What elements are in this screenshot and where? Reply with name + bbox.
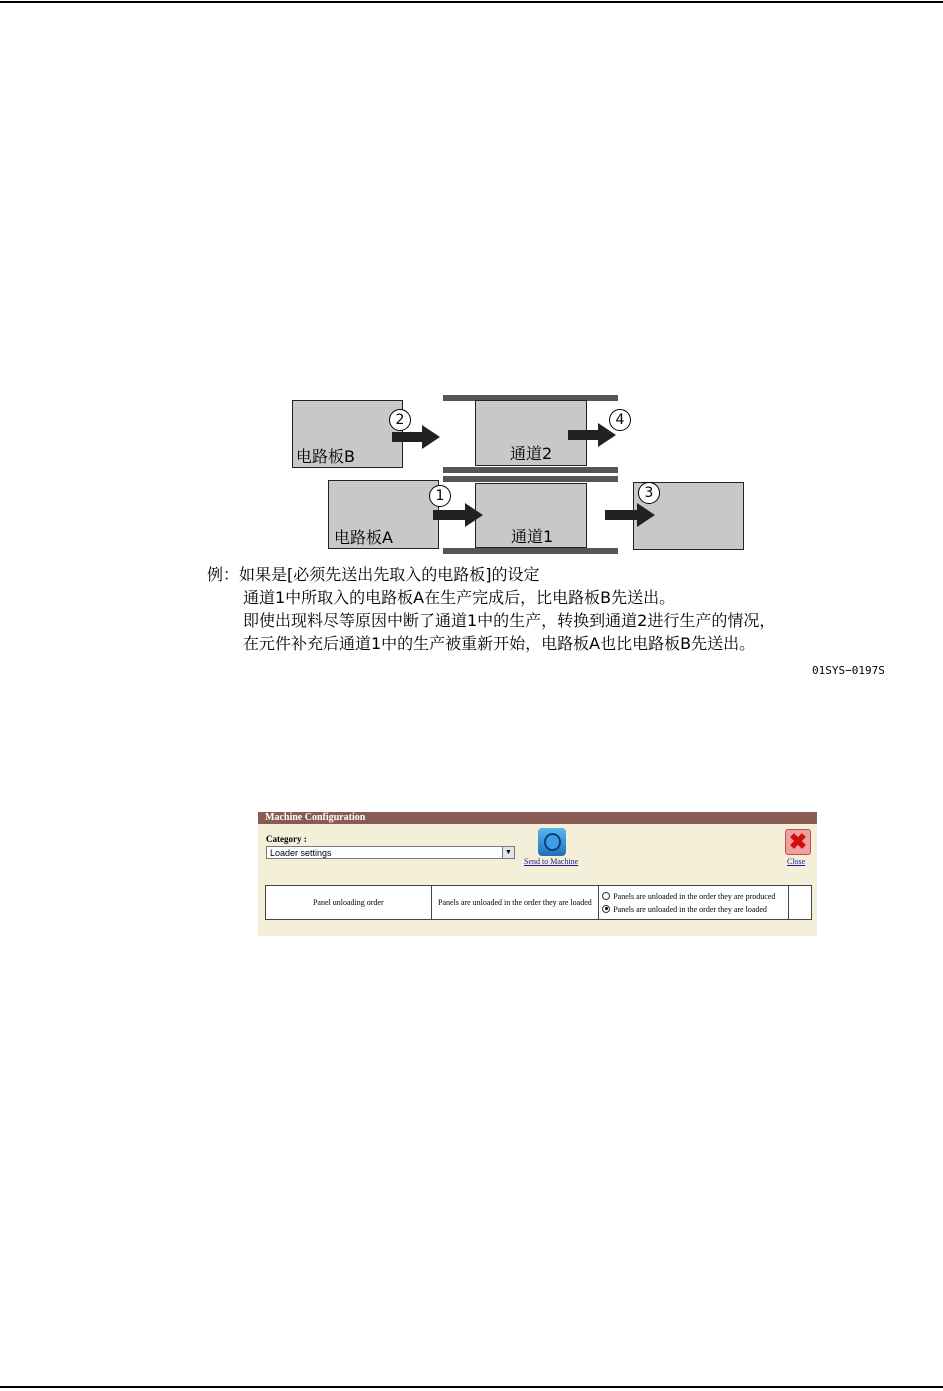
option-produced-label: Panels are unloaded in the order they are produced <box>613 891 776 901</box>
chevron-down-icon[interactable]: ▼ <box>502 847 514 858</box>
board-a-box <box>328 480 439 549</box>
panel-title: Machine Configuration <box>258 812 817 824</box>
arrow-3-icon <box>605 503 657 527</box>
caption-line-4: 在元件补充后通道1中的生产被重新开始，电路板A也比电路板B先送出。 <box>243 634 756 653</box>
option-produced[interactable] <box>602 890 785 903</box>
step-2-marker: 2 <box>389 409 411 431</box>
step-1-marker: 1 <box>429 485 451 507</box>
radio-loaded[interactable] <box>602 905 610 913</box>
caption-line-3: 即使出现料尽等原因中断了通道1中的生产，转换到通道2进行生产的情况， <box>243 611 776 630</box>
category-select[interactable] <box>266 846 515 859</box>
board-a-label: 电路板A <box>334 528 393 547</box>
rail-bottom <box>443 548 618 554</box>
settings-table <box>265 885 812 920</box>
board-b-label: 电路板B <box>296 447 355 466</box>
send-to-machine-icon[interactable] <box>538 828 566 856</box>
close-link[interactable]: Close <box>787 857 806 866</box>
caption-line-2: 通道1中所取入的电路板A在生产完成后，比电路板B先送出。 <box>243 588 676 607</box>
radio-produced[interactable] <box>602 892 610 900</box>
lane-1-box <box>475 483 587 548</box>
category-label: Category : <box>266 834 307 844</box>
option-loaded-label: Panels are unloaded in the order they are loaded <box>613 904 767 914</box>
option-loaded[interactable] <box>602 903 785 916</box>
category-value: Loader settings <box>270 848 332 858</box>
lane-1-label: 通道1 <box>511 527 554 546</box>
setting-current-value: Panels are unloaded in the order they are loaded <box>431 886 599 920</box>
caption-line-1: 例：如果是[必须先送出先取入的电路板]的设定 <box>207 565 540 584</box>
rail-middle-lower <box>443 476 618 482</box>
step-3-marker: 3 <box>638 482 660 504</box>
lane-2-label: 通道2 <box>510 444 553 463</box>
empty-cell <box>788 886 811 920</box>
rail-middle-upper <box>443 467 618 473</box>
setting-options <box>599 886 789 920</box>
top-rule <box>0 1 943 3</box>
step-4-marker: 4 <box>609 409 631 431</box>
table-row <box>266 886 812 920</box>
board-b-box <box>292 400 403 468</box>
bottom-rule <box>0 1386 943 1388</box>
send-to-machine-link[interactable]: Send to Machine <box>524 857 579 866</box>
machine-configuration-panel <box>258 812 817 936</box>
close-icon[interactable]: ✖ <box>785 829 811 855</box>
figure-code: 01SYS−0197S <box>812 664 885 677</box>
setting-name: Panel unloading order <box>266 886 432 920</box>
